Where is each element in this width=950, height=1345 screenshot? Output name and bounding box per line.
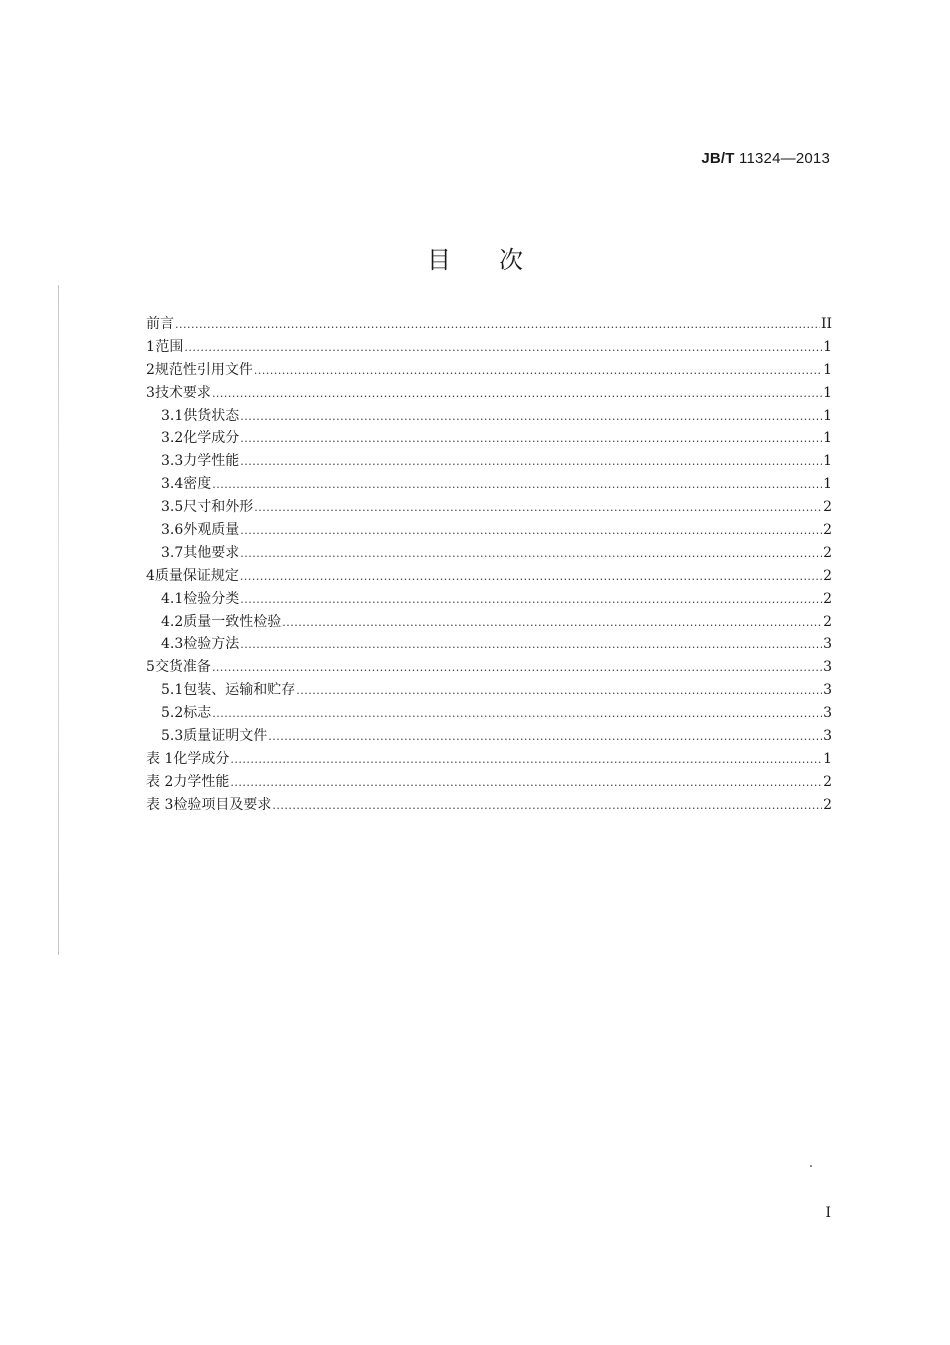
toc-entry[interactable] [146, 702, 832, 725]
toc-leader-dots [272, 795, 822, 818]
toc-entry[interactable] [146, 313, 832, 336]
toc-entry-label: 质量证明文件 [183, 728, 268, 745]
toc-entry-page: 3 [823, 682, 832, 699]
toc-leader-dots [212, 383, 822, 406]
toc-entry[interactable] [146, 679, 832, 702]
toc-entry[interactable] [146, 450, 832, 473]
toc-entry-number: 5.3 [161, 728, 184, 745]
toc-entry-number: 3.3 [161, 453, 184, 470]
toc-leader-dots [240, 451, 822, 474]
standard-prefix: JB/T [701, 150, 735, 167]
toc-entry-number: 3.2 [161, 430, 184, 447]
toc-entry-page: 3 [823, 659, 832, 676]
toc-entry-label: 其他要求 [183, 544, 240, 561]
toc-entry-number: 1 [146, 338, 155, 355]
toc-entry[interactable] [146, 725, 832, 748]
toc-entry[interactable] [146, 748, 832, 771]
toc-entry[interactable] [146, 359, 832, 382]
toc-entry[interactable] [146, 519, 832, 542]
toc-leader-dots [240, 543, 822, 566]
toc-entry-page: 2 [823, 544, 832, 561]
toc-entry-number: 3.7 [161, 544, 184, 561]
toc-leader-dots [175, 314, 820, 337]
toc-leader-dots [240, 589, 822, 612]
toc-entry-page: 2 [823, 499, 832, 516]
toc-entry-label: 标志 [183, 705, 212, 722]
toc-entry-page: 1 [823, 361, 832, 378]
toc-entry-page: 2 [823, 590, 832, 607]
toc-entry-page: 2 [823, 796, 832, 813]
toc-entry-page: II [820, 316, 832, 332]
toc-entry[interactable] [146, 473, 832, 496]
toc-entry-label: 尺寸和外形 [183, 499, 254, 516]
toc-entry-number: 表 3 [146, 796, 174, 813]
toc-entry-label: 外观质量 [183, 522, 240, 539]
toc-entry-number: 3.4 [161, 476, 184, 493]
toc-entry-label: 质量保证规定 [154, 567, 239, 584]
toc-entry-page: 2 [823, 567, 832, 584]
toc-leader-dots [240, 566, 822, 589]
toc-leader-dots [254, 360, 822, 383]
toc-entry-page: 2 [823, 522, 832, 539]
toc-entry-label: 检验分类 [183, 590, 240, 607]
standard-number [701, 150, 830, 167]
toc-entry-page: 2 [823, 773, 832, 790]
page-number: I [825, 1205, 831, 1221]
toc-entry[interactable] [146, 565, 832, 588]
toc-entry[interactable] [146, 633, 832, 656]
toc-entry-label: 交货准备 [154, 659, 211, 676]
toc-entry-number: 5.2 [161, 705, 184, 722]
toc-entry-page: 3 [823, 728, 832, 745]
toc-entry[interactable] [146, 794, 832, 817]
toc-entry-number: 3 [146, 384, 155, 401]
toc-entry-label: 包装、运输和贮存 [183, 682, 296, 699]
toc-entry-page: 1 [823, 384, 832, 401]
toc-leader-dots [184, 337, 822, 360]
toc-entry[interactable] [146, 496, 832, 519]
toc-entry[interactable] [146, 336, 832, 359]
toc-entry[interactable] [146, 542, 832, 565]
table-of-contents [146, 313, 832, 817]
toc-entry-label: 供货状态 [183, 407, 240, 424]
toc-entry[interactable] [146, 382, 832, 405]
toc-leader-dots [268, 726, 822, 749]
toc-entry-number: 4.3 [161, 636, 184, 653]
toc-entry-label: 化学成分 [183, 430, 240, 447]
toc-leader-dots [282, 612, 822, 635]
toc-entry[interactable] [146, 611, 832, 634]
toc-leader-dots [254, 497, 822, 520]
toc-entry-label: 范围 [155, 338, 184, 355]
toc-entry[interactable] [146, 771, 832, 794]
toc-entry-page: 1 [823, 407, 832, 424]
toc-entry-label: 规范性引用文件 [154, 361, 253, 378]
toc-entry-page: 1 [823, 453, 832, 470]
toc-leader-dots [240, 428, 822, 451]
toc-entry-number: 3.6 [161, 522, 184, 539]
toc-entry-label: 前言 [146, 316, 174, 332]
toc-title: 目次 [427, 246, 571, 274]
toc-leader-dots [240, 634, 822, 657]
scan-margin-line [58, 285, 59, 955]
toc-entry-number: 表 2 [146, 773, 174, 790]
toc-entry-page: 1 [823, 338, 832, 355]
toc-entry-page: 2 [823, 613, 832, 630]
toc-entry-label: 力学性能 [183, 453, 240, 470]
toc-entry-page: 3 [823, 705, 832, 722]
toc-entry-number: 4 [146, 567, 155, 584]
toc-entry-number: 5 [146, 659, 155, 676]
toc-entry-label: 检验项目及要求 [173, 796, 272, 813]
toc-leader-dots [296, 680, 822, 703]
toc-entry-page: 3 [823, 636, 832, 653]
toc-entry-label: 检验方法 [183, 636, 240, 653]
toc-entry-page: 1 [823, 750, 832, 767]
toc-leader-dots [212, 657, 822, 680]
toc-entry-label: 化学成分 [173, 750, 230, 767]
toc-leader-dots [240, 406, 822, 429]
toc-entry[interactable] [146, 588, 832, 611]
toc-leader-dots [212, 703, 822, 726]
toc-entry-number: 3.1 [161, 407, 184, 424]
toc-entry-number: 4.1 [161, 590, 184, 607]
toc-entry[interactable] [146, 405, 832, 428]
toc-entry[interactable] [146, 427, 832, 450]
toc-entry-label: 技术要求 [154, 384, 211, 401]
toc-entry-number: 2 [146, 361, 155, 378]
toc-entry-number: 5.1 [161, 682, 184, 699]
toc-leader-dots [230, 772, 822, 795]
toc-entry-number: 3.5 [161, 499, 184, 516]
toc-entry-number: 表 1 [146, 750, 174, 767]
toc-entry[interactable] [146, 656, 832, 679]
toc-leader-dots [230, 749, 822, 772]
toc-entry-label: 质量一致性检验 [183, 613, 282, 630]
toc-leader-dots [212, 474, 822, 497]
standard-code: 11324—2013 [734, 150, 830, 167]
scan-speck [810, 1165, 812, 1167]
toc-entry-label: 密度 [183, 476, 212, 493]
toc-entry-number: 4.2 [161, 613, 184, 630]
toc-entry-page: 1 [823, 430, 832, 447]
toc-leader-dots [240, 520, 822, 543]
toc-entry-page: 1 [823, 476, 832, 493]
toc-entry-label: 力学性能 [173, 773, 230, 790]
